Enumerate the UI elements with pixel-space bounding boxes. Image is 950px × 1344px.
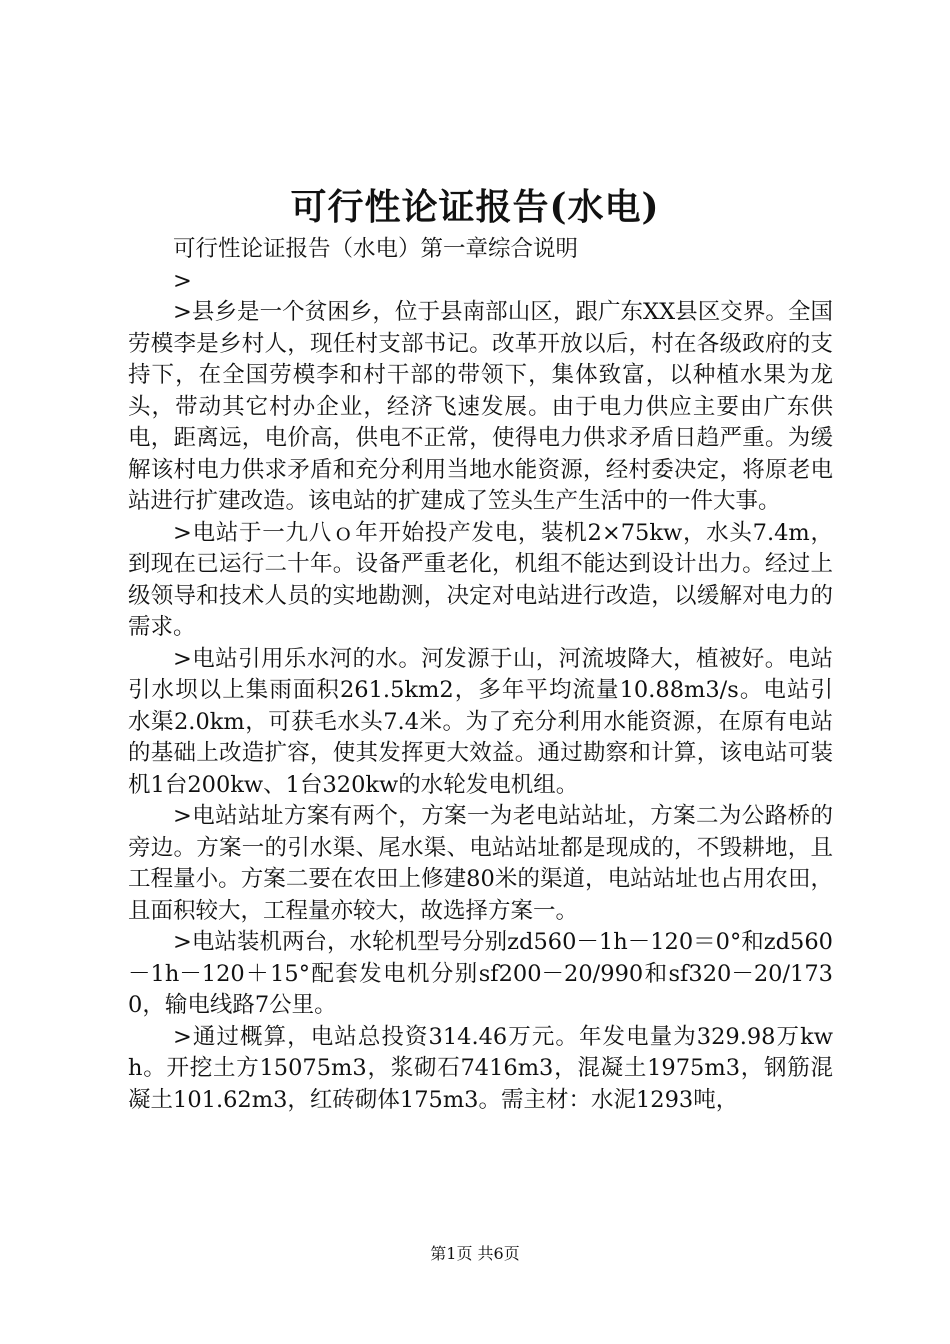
page-number-footer: 第1页 共6页 — [430, 1244, 520, 1263]
body-paragraph: >电站引用乐水河的水。河发源于山，河流坡降大，植被好。电站引水坝以上集雨面积261.5km2，多年平均流量10.88m3/s。电站引水渠2.0km，可获毛水头7.4米。为了充分利用水能资源，在原有电站的基础上改造扩容，使其发挥更大效益。通过勘察和计算，该电站可装机1台200kw、1台320kw的水轮发电机组。 — [128, 645, 833, 798]
chapter-heading-paragraph: 可行性论证报告（水电）第一章综合说明 — [173, 236, 579, 262]
body-paragraph: >县乡是一个贫困乡，位于县南部山区，跟广东XX县区交界。全国劳模李是乡村人，现任村支部书记。改革开放以后，村在各级政府的支持下，在全国劳模李和村干部的带领下，集体致富，以种植水果为龙头，带动其它村办企业，经济飞速发展。由于电力供应主要由广东供电，距离远，电价高，供电不正常，使得电力供求矛盾日趋严重。为缓解该村电力供求矛盾和充分利用当地水能资源，经村委决定，将原老电站进行扩建改造。该电站的扩建成了笠头生产生活中的一件大事。 — [128, 299, 833, 514]
marker-paragraph: > — [173, 267, 192, 294]
document-body — [128, 234, 833, 1116]
body-paragraph: >电站于一九八ｏ年开始投产发电，装机2×75kw，水头7.4m，到现在已运行二十年。设备严重老化，机组不能达到设计出力。经过上级领导和技术人员的实地勘测，决定对电站进行改造，以缓解对电力的需求。 — [128, 519, 833, 640]
body-paragraph: >电站装机两台，水轮机型号分别zd560－1h－120＝0°和zd560－1h－120＋15°配套发电机分别sf200－20/990和sf320－20/1730，输电线路7公里。 — [128, 929, 833, 1018]
document-title: 可行性论证报告(水电) — [290, 186, 660, 228]
body-paragraph: >电站站址方案有两个，方案一为老电站站址，方案二为公路桥的旁边。方案一的引水渠、尾水渠、电站站址都是现成的，不毁耕地，且工程量小。方案二要在农田上修建80米的渠道，电站站址也占用农田，且面积较大，工程量亦较大，故选择方案一。 — [128, 803, 833, 924]
body-paragraph: >通过概算，电站总投资314.46万元。年发电量为329.98万kwh。开挖土方15075m3，浆砌石7416m3，混凝土1975m3，钢筋混凝土101.62m3，红砖砌体175m3。需主材：水泥1293吨， — [128, 1023, 833, 1113]
